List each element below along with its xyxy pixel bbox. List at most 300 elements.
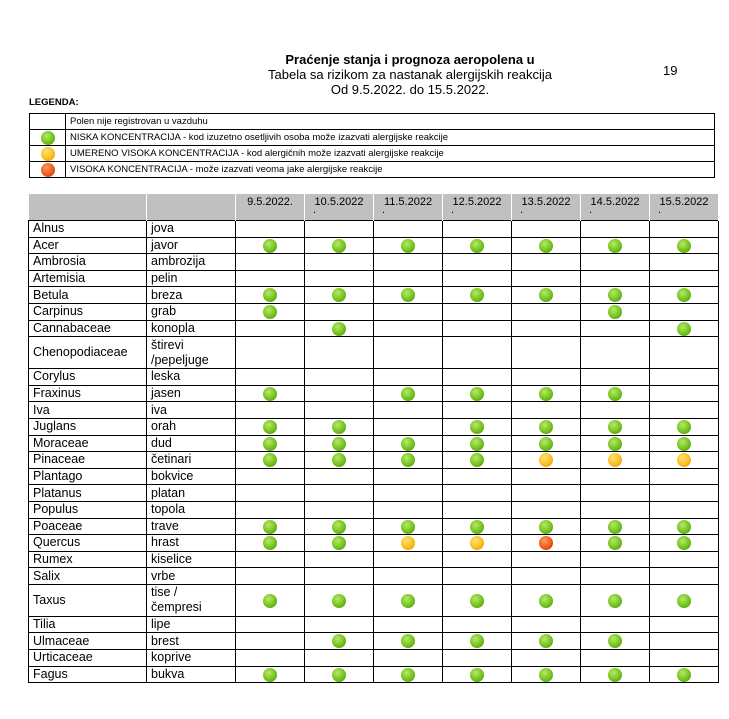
- risk-low-circle-icon: [539, 420, 553, 434]
- risk-cell: [236, 320, 305, 337]
- risk-cell: [581, 485, 650, 502]
- risk-low-circle-icon: [401, 288, 415, 302]
- latin-name-cell: Carpinus: [29, 303, 147, 320]
- risk-cell: [512, 237, 581, 254]
- risk-cell: [305, 616, 374, 633]
- risk-cell: [374, 369, 443, 386]
- risk-low-circle-icon: [263, 288, 277, 302]
- date-label: 11.5.2022: [383, 196, 433, 208]
- risk-low-circle-icon: [677, 594, 691, 608]
- risk-cell: [374, 270, 443, 287]
- table-row: [29, 535, 719, 552]
- local-name-cell: breza: [147, 287, 236, 304]
- risk-cell: [443, 551, 512, 568]
- risk-cell: [581, 568, 650, 585]
- legend-row: [30, 162, 715, 178]
- local-name-cell: platan: [147, 485, 236, 502]
- risk-cell: [512, 501, 581, 518]
- document-title: Praćenje stanja i prognoza aeropolena u: [285, 52, 535, 67]
- risk-low-circle-icon: [539, 288, 553, 302]
- risk-low-circle-icon: [608, 520, 622, 534]
- local-name-cell: orah: [147, 418, 236, 435]
- risk-cell: [650, 633, 719, 650]
- risk-cell: [305, 633, 374, 650]
- risk-low-circle-icon: [608, 239, 622, 253]
- risk-cell: [236, 303, 305, 320]
- risk-cell: [236, 535, 305, 552]
- table-row: [29, 337, 719, 369]
- local-name-cell: brest: [147, 633, 236, 650]
- table-row: [29, 468, 719, 485]
- latin-name-cell: Fraxinus: [29, 385, 147, 402]
- legend-low-circle-icon: [41, 131, 55, 145]
- latin-name-cell: Chenopodiaceae: [29, 337, 147, 369]
- risk-cell: [512, 650, 581, 667]
- risk-cell: [236, 633, 305, 650]
- risk-cell: [236, 568, 305, 585]
- risk-cell: [443, 584, 512, 616]
- date-label-tail: .: [520, 204, 524, 216]
- latin-name-cell: Betula: [29, 287, 147, 304]
- latin-name-cell: Cannabaceae: [29, 320, 147, 337]
- table-row: [29, 369, 719, 386]
- risk-cell: [236, 518, 305, 535]
- legend-row: [30, 114, 715, 130]
- risk-cell: [443, 221, 512, 238]
- risk-cell: [581, 452, 650, 469]
- risk-cell: [305, 369, 374, 386]
- latin-name-cell: Acer: [29, 237, 147, 254]
- risk-cell: [305, 485, 374, 502]
- risk-cell: [236, 385, 305, 402]
- risk-cell: [512, 337, 581, 369]
- risk-cell: [443, 568, 512, 585]
- legend-high-circle-icon: [41, 163, 55, 177]
- risk-cell: [650, 551, 719, 568]
- table-row: [29, 616, 719, 633]
- risk-cell: [443, 485, 512, 502]
- risk-cell: [374, 666, 443, 683]
- document-period: Od 9.5.2022. do 15.5.2022.: [330, 82, 490, 97]
- risk-cell: [512, 435, 581, 452]
- local-name-cell: tise / čempresi: [147, 584, 236, 616]
- header-cell-local: [147, 194, 236, 221]
- table-row: [29, 254, 719, 271]
- risk-cell: [236, 369, 305, 386]
- risk-cell: [650, 518, 719, 535]
- risk-low-circle-icon: [470, 420, 484, 434]
- latin-name-cell: Quercus: [29, 535, 147, 552]
- risk-cell: [374, 501, 443, 518]
- risk-cell: [650, 303, 719, 320]
- date-header-cell: [443, 194, 512, 221]
- risk-low-circle-icon: [332, 453, 346, 467]
- risk-cell: [374, 568, 443, 585]
- risk-cell: [236, 254, 305, 271]
- local-name-cell: jasen: [147, 385, 236, 402]
- risk-cell: [236, 468, 305, 485]
- risk-cell: [305, 468, 374, 485]
- risk-cell: [650, 666, 719, 683]
- risk-cell: [650, 435, 719, 452]
- table-row: [29, 584, 719, 616]
- date-label: 13.5.2022: [521, 196, 571, 208]
- local-name-cell: lipe: [147, 616, 236, 633]
- risk-cell: [305, 237, 374, 254]
- risk-cell: [236, 402, 305, 419]
- risk-cell: [581, 303, 650, 320]
- latin-name-cell: Iva: [29, 402, 147, 419]
- risk-cell: [581, 237, 650, 254]
- document-header: [200, 52, 620, 97]
- risk-cell: [650, 369, 719, 386]
- risk-low-circle-icon: [539, 594, 553, 608]
- table-row: [29, 518, 719, 535]
- risk-cell: [581, 468, 650, 485]
- risk-cell: [443, 320, 512, 337]
- risk-cell: [581, 418, 650, 435]
- risk-cell: [581, 551, 650, 568]
- risk-low-circle-icon: [677, 288, 691, 302]
- risk-cell: [305, 385, 374, 402]
- date-header-cell: [581, 194, 650, 221]
- risk-cell: [374, 418, 443, 435]
- risk-cell: [374, 287, 443, 304]
- latin-name-cell: Platanus: [29, 485, 147, 502]
- risk-low-circle-icon: [263, 594, 277, 608]
- risk-cell: [236, 337, 305, 369]
- risk-cell: [443, 666, 512, 683]
- risk-cell: [581, 584, 650, 616]
- legend-text: NISKA KONCENTRACIJA - kod izuzetno osetljivih osoba može izazvati alergijske reakcije: [66, 130, 715, 146]
- risk-low-circle-icon: [677, 420, 691, 434]
- risk-low-circle-icon: [470, 634, 484, 648]
- table-row: [29, 551, 719, 568]
- risk-cell: [374, 485, 443, 502]
- risk-cell: [650, 485, 719, 502]
- risk-cell: [236, 650, 305, 667]
- legend-text: VISOKA KONCENTRACIJA - može izazvati veoma jake alergijske reakcije: [66, 162, 715, 178]
- risk-cell: [581, 385, 650, 402]
- risk-low-circle-icon: [539, 668, 553, 682]
- risk-low-circle-icon: [263, 520, 277, 534]
- risk-cell: [443, 270, 512, 287]
- date-label-tail: .: [658, 204, 662, 216]
- risk-low-circle-icon: [332, 288, 346, 302]
- risk-cell: [305, 568, 374, 585]
- table-row: [29, 650, 719, 667]
- table-row: [29, 385, 719, 402]
- risk-high-circle-icon: [539, 536, 553, 550]
- page-number: 19: [663, 63, 678, 78]
- risk-cell: [374, 303, 443, 320]
- table-row: [29, 568, 719, 585]
- risk-low-circle-icon: [470, 668, 484, 682]
- risk-cell: [305, 337, 374, 369]
- risk-cell: [236, 418, 305, 435]
- risk-cell: [443, 468, 512, 485]
- risk-cell: [650, 221, 719, 238]
- risk-cell: [650, 402, 719, 419]
- risk-cell: [305, 270, 374, 287]
- date-label-tail: .: [589, 204, 593, 216]
- latin-name-cell: Ambrosia: [29, 254, 147, 271]
- risk-cell: [650, 254, 719, 271]
- date-label-tail: .: [451, 204, 455, 216]
- risk-cell: [650, 237, 719, 254]
- risk-cell: [581, 402, 650, 419]
- risk-low-circle-icon: [608, 387, 622, 401]
- risk-low-circle-icon: [263, 437, 277, 451]
- local-name-cell: koprive: [147, 650, 236, 667]
- risk-cell: [374, 402, 443, 419]
- risk-cell: [512, 402, 581, 419]
- risk-cell: [443, 452, 512, 469]
- risk-low-circle-icon: [332, 420, 346, 434]
- risk-cell: [374, 633, 443, 650]
- risk-moderate-circle-icon: [608, 453, 622, 467]
- risk-cell: [443, 418, 512, 435]
- risk-cell: [236, 287, 305, 304]
- risk-cell: [236, 501, 305, 518]
- risk-low-circle-icon: [677, 322, 691, 336]
- risk-low-circle-icon: [332, 668, 346, 682]
- risk-low-circle-icon: [332, 322, 346, 336]
- table-row: [29, 666, 719, 683]
- local-name-cell: četinari: [147, 452, 236, 469]
- risk-low-circle-icon: [677, 536, 691, 550]
- table-row: [29, 237, 719, 254]
- risk-cell: [305, 551, 374, 568]
- risk-low-circle-icon: [608, 437, 622, 451]
- risk-low-circle-icon: [332, 536, 346, 550]
- risk-cell: [443, 237, 512, 254]
- risk-low-circle-icon: [332, 437, 346, 451]
- risk-cell: [236, 551, 305, 568]
- risk-cell: [443, 385, 512, 402]
- legend-symbol-cell: [30, 130, 66, 146]
- table-row: [29, 633, 719, 650]
- risk-low-circle-icon: [263, 387, 277, 401]
- risk-cell: [512, 518, 581, 535]
- risk-cell: [374, 551, 443, 568]
- risk-cell: [236, 452, 305, 469]
- risk-cell: [581, 287, 650, 304]
- table-row: [29, 287, 719, 304]
- local-name-cell: ambrozija: [147, 254, 236, 271]
- risk-cell: [650, 616, 719, 633]
- risk-cell: [650, 501, 719, 518]
- risk-low-circle-icon: [401, 453, 415, 467]
- risk-cell: [512, 568, 581, 585]
- risk-cell: [443, 254, 512, 271]
- risk-cell: [443, 535, 512, 552]
- risk-cell: [512, 551, 581, 568]
- risk-moderate-circle-icon: [677, 453, 691, 467]
- table-row: [29, 501, 719, 518]
- local-name-cell: iva: [147, 402, 236, 419]
- risk-low-circle-icon: [263, 536, 277, 550]
- table-row: [29, 485, 719, 502]
- legend-text: Polen nije registrovan u vazduhu: [66, 114, 715, 130]
- risk-cell: [581, 616, 650, 633]
- latin-name-cell: Fagus: [29, 666, 147, 683]
- risk-cell: [512, 254, 581, 271]
- risk-cell: [512, 535, 581, 552]
- risk-cell: [374, 254, 443, 271]
- risk-cell: [305, 303, 374, 320]
- date-header-cell: [650, 194, 719, 221]
- risk-low-circle-icon: [539, 387, 553, 401]
- latin-name-cell: Salix: [29, 568, 147, 585]
- risk-cell: [374, 385, 443, 402]
- risk-low-circle-icon: [539, 634, 553, 648]
- risk-cell: [443, 518, 512, 535]
- local-name-cell: konopla: [147, 320, 236, 337]
- legend-moderate-circle-icon: [41, 147, 55, 161]
- local-name-cell: vrbe: [147, 568, 236, 585]
- risk-low-circle-icon: [677, 520, 691, 534]
- latin-name-cell: Pinaceae: [29, 452, 147, 469]
- local-name-cell: štirevi /pepeljuge: [147, 337, 236, 369]
- risk-low-circle-icon: [401, 239, 415, 253]
- risk-low-circle-icon: [470, 453, 484, 467]
- risk-cell: [305, 418, 374, 435]
- risk-cell: [581, 320, 650, 337]
- table-row: [29, 320, 719, 337]
- document-subtitle: Tabela sa rizikom za nastanak alergijskih reakcija: [268, 67, 552, 82]
- risk-low-circle-icon: [677, 668, 691, 682]
- date-label-tail: .: [382, 204, 386, 216]
- risk-low-circle-icon: [401, 437, 415, 451]
- risk-cell: [374, 221, 443, 238]
- table-row: [29, 402, 719, 419]
- date-header-cell: [305, 194, 374, 221]
- legend-symbol-cell: [30, 114, 66, 130]
- risk-cell: [512, 287, 581, 304]
- risk-cell: [650, 584, 719, 616]
- date-label: 15.5.2022: [659, 196, 709, 208]
- date-header-cell: [236, 194, 305, 221]
- risk-cell: [650, 270, 719, 287]
- latin-name-cell: Rumex: [29, 551, 147, 568]
- risk-low-circle-icon: [401, 634, 415, 648]
- risk-cell: [650, 568, 719, 585]
- risk-low-circle-icon: [470, 594, 484, 608]
- latin-name-cell: Alnus: [29, 221, 147, 238]
- date-header-cell: [512, 194, 581, 221]
- date-label: 9.5.2022.: [247, 196, 293, 208]
- risk-cell: [236, 666, 305, 683]
- risk-cell: [650, 337, 719, 369]
- risk-cell: [236, 485, 305, 502]
- risk-moderate-circle-icon: [470, 536, 484, 550]
- risk-cell: [374, 337, 443, 369]
- latin-name-cell: Taxus: [29, 584, 147, 616]
- latin-name-cell: Juglans: [29, 418, 147, 435]
- risk-cell: [443, 435, 512, 452]
- risk-cell: [512, 452, 581, 469]
- risk-low-circle-icon: [263, 668, 277, 682]
- risk-cell: [581, 633, 650, 650]
- risk-cell: [512, 666, 581, 683]
- risk-cell: [581, 337, 650, 369]
- risk-cell: [374, 452, 443, 469]
- legend-table: [29, 113, 715, 178]
- risk-cell: [374, 468, 443, 485]
- risk-cell: [581, 535, 650, 552]
- risk-low-circle-icon: [263, 420, 277, 434]
- risk-low-circle-icon: [470, 239, 484, 253]
- risk-cell: [650, 452, 719, 469]
- legend-row: [30, 146, 715, 162]
- risk-cell: [512, 633, 581, 650]
- table-row: [29, 418, 719, 435]
- risk-cell: [305, 320, 374, 337]
- risk-cell: [305, 287, 374, 304]
- latin-name-cell: Populus: [29, 501, 147, 518]
- latin-name-cell: Moraceae: [29, 435, 147, 452]
- header-cell-latin: [29, 194, 147, 221]
- risk-cell: [581, 369, 650, 386]
- risk-cell: [374, 435, 443, 452]
- risk-moderate-circle-icon: [539, 453, 553, 467]
- risk-cell: [512, 584, 581, 616]
- local-name-cell: dud: [147, 435, 236, 452]
- risk-cell: [374, 535, 443, 552]
- risk-cell: [374, 518, 443, 535]
- local-name-cell: grab: [147, 303, 236, 320]
- latin-name-cell: Corylus: [29, 369, 147, 386]
- risk-cell: [236, 584, 305, 616]
- risk-cell: [443, 616, 512, 633]
- risk-cell: [443, 287, 512, 304]
- risk-cell: [512, 385, 581, 402]
- risk-cell: [443, 303, 512, 320]
- table-row: [29, 303, 719, 320]
- risk-low-circle-icon: [401, 594, 415, 608]
- risk-low-circle-icon: [608, 668, 622, 682]
- local-name-cell: javor: [147, 237, 236, 254]
- risk-cell: [512, 418, 581, 435]
- local-name-cell: hrast: [147, 535, 236, 552]
- risk-low-circle-icon: [263, 239, 277, 253]
- risk-cell: [650, 468, 719, 485]
- risk-cell: [443, 369, 512, 386]
- table-row: [29, 452, 719, 469]
- risk-low-circle-icon: [401, 668, 415, 682]
- date-header-cell: [374, 194, 443, 221]
- risk-cell: [512, 303, 581, 320]
- risk-cell: [650, 418, 719, 435]
- risk-low-circle-icon: [263, 453, 277, 467]
- risk-cell: [581, 254, 650, 271]
- risk-low-circle-icon: [470, 387, 484, 401]
- risk-low-circle-icon: [539, 520, 553, 534]
- risk-low-circle-icon: [608, 288, 622, 302]
- risk-cell: [374, 320, 443, 337]
- risk-cell: [443, 402, 512, 419]
- risk-low-circle-icon: [401, 520, 415, 534]
- local-name-cell: kiselice: [147, 551, 236, 568]
- risk-cell: [374, 237, 443, 254]
- risk-cell: [305, 254, 374, 271]
- risk-cell: [512, 468, 581, 485]
- latin-name-cell: Tilia: [29, 616, 147, 633]
- risk-cell: [581, 666, 650, 683]
- risk-cell: [650, 320, 719, 337]
- latin-name-cell: Poaceae: [29, 518, 147, 535]
